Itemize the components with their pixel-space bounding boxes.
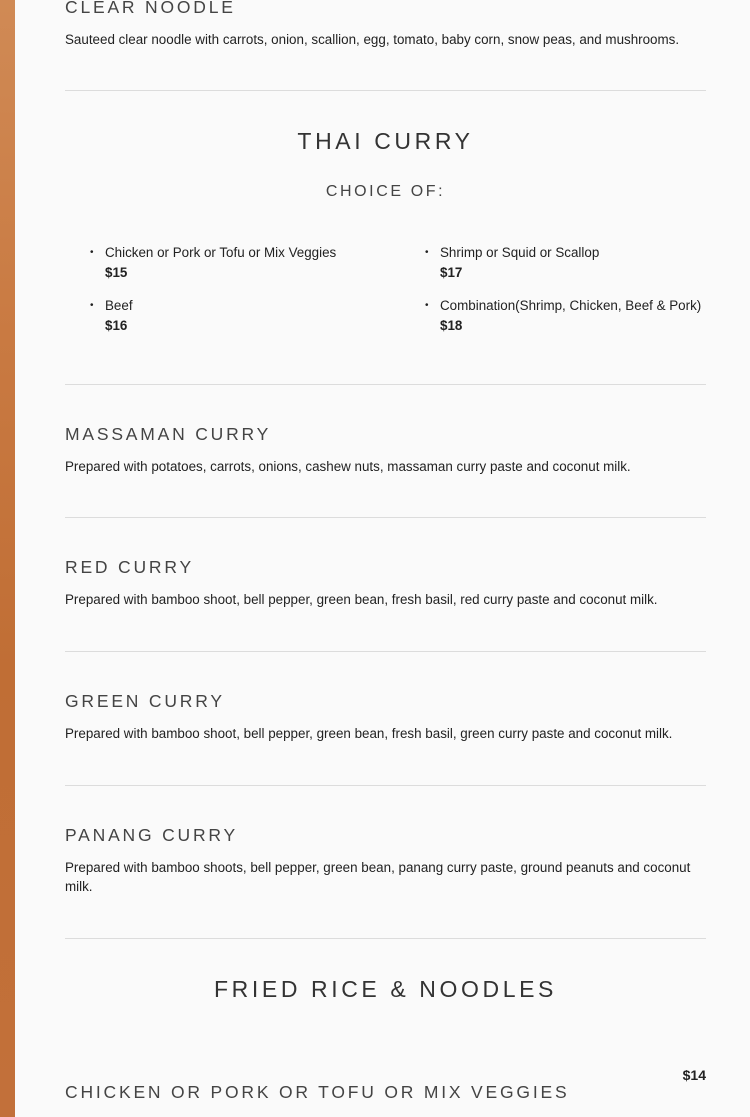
clear-noodle-title: CLEAR NOODLE — [65, 0, 236, 17]
green-curry-title: GREEN CURRY — [65, 691, 225, 711]
divider — [65, 384, 706, 385]
fried-rice-noodles-section-title: FRIED RICE & NOODLES — [214, 976, 557, 1002]
option-name: Shrimp or Squid or Scallop — [440, 245, 600, 260]
fried-rice-item-title: CHICKEN OR PORK OR TOFU OR MIX VEGGIES — [65, 1082, 570, 1102]
clear-noodle-desc: Sauteed clear noodle with carrots, onion, scallion, egg, tomato, baby corn, snow peas, and mushrooms. — [65, 32, 680, 47]
option-name: Beef — [105, 298, 133, 313]
bullet: • — [425, 300, 429, 311]
bullet: • — [90, 247, 94, 258]
panang-curry-title: PANANG CURRY — [65, 825, 238, 845]
divider — [65, 651, 706, 652]
choice-of-label: CHOICE OF: — [325, 183, 446, 200]
red-curry-desc: Prepared with bamboo shoot, bell pepper, green bean, fresh basil, red curry paste and coconut milk. — [65, 592, 658, 607]
divider — [65, 517, 706, 518]
option-price: $17 — [440, 264, 463, 280]
item-price: $14 — [682, 1067, 706, 1083]
divider — [65, 785, 706, 786]
bullet: • — [90, 300, 94, 311]
option-name: Combination(Shrimp, Chicken, Beef & Pork) — [440, 298, 702, 313]
massaman-curry-desc: Prepared with potatoes, carrots, onions, cashew nuts, massaman curry paste and coconut milk. — [65, 459, 631, 474]
curry-option-shrimp-squid-scallop — [425, 243, 706, 282]
curry-option-beef — [90, 296, 405, 335]
option-price: $15 — [105, 264, 128, 280]
curry-option-combination — [425, 296, 710, 335]
curry-option-chicken-pork-tofu — [90, 243, 405, 282]
green-curry-desc: Prepared with bamboo shoot, bell pepper, green bean, fresh basil, green curry paste and coconut milk. — [65, 726, 673, 741]
option-price: $16 — [105, 317, 128, 333]
bullet: • — [425, 247, 429, 258]
thai-curry-section-title: THAI CURRY — [297, 128, 474, 154]
divider — [65, 90, 706, 91]
left-accent-bar — [0, 0, 15, 1117]
panang-curry-desc: Prepared with bamboo shoots, bell pepper, green bean, panang curry paste, ground peanuts and coconut milk. — [65, 860, 691, 894]
massaman-curry-title: MASSAMAN CURRY — [65, 424, 272, 444]
red-curry-title: RED CURRY — [65, 557, 194, 577]
option-name: Chicken or Pork or Tofu or Mix Veggies — [105, 245, 337, 260]
divider — [65, 938, 706, 939]
option-price: $18 — [440, 317, 463, 333]
